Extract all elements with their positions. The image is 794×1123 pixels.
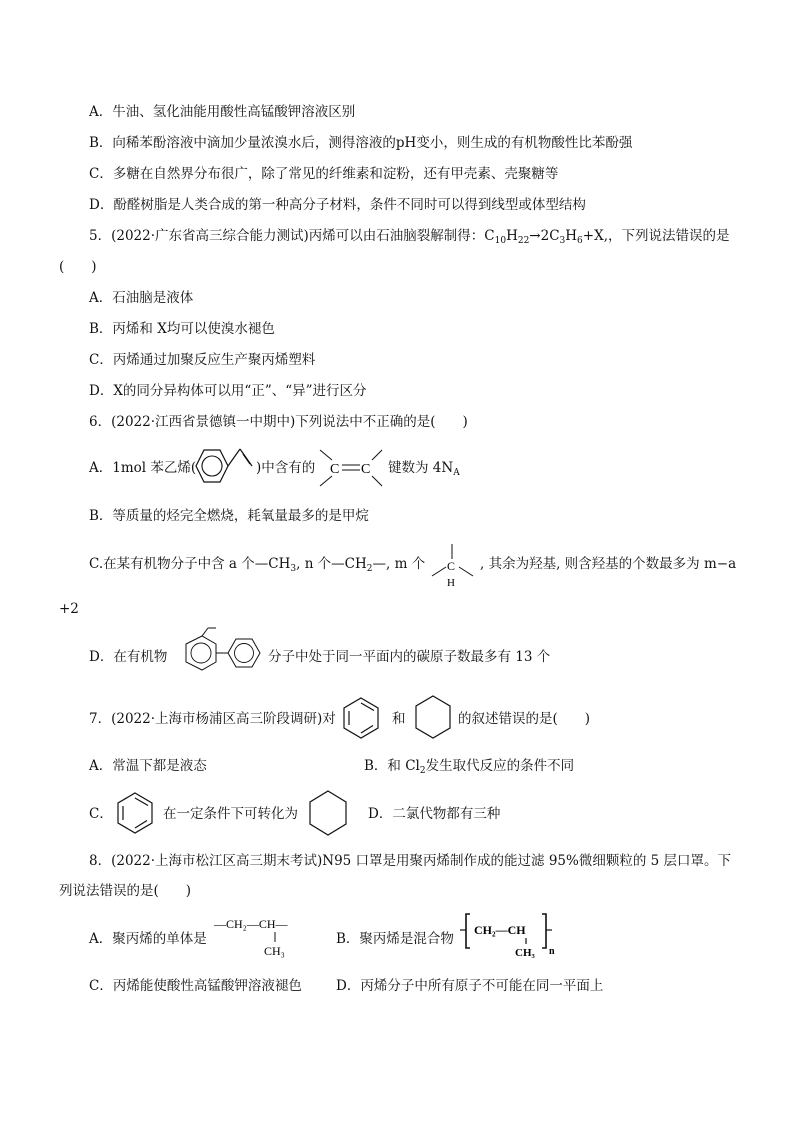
monomer-top: —CH₂—CH— <box>214 917 288 931</box>
q6-option-a-prefix: A．1mol 苯乙烯( <box>89 460 197 476</box>
q7-option-a: A．常温下都是液态 <box>89 758 207 774</box>
q6-option-c-prefix <box>89 555 425 578</box>
q8-option-d: D．丙烯分子中所有原子不可能在同一平面上 <box>336 978 604 994</box>
q7-stem-suffix: 的叙述错误的是( ) <box>458 711 591 727</box>
q7-option-c-mid: 在一定条件下可转化为 <box>163 806 298 822</box>
cc-c2: C <box>361 462 371 477</box>
methylbiphenyl-structure <box>170 624 270 686</box>
q5-option-b: B．丙烯和 X均可以使溴水褪色 <box>89 321 275 337</box>
q6-option-c-continuation: +2 <box>59 601 79 617</box>
q7-option-c-prefix: C． <box>89 806 113 822</box>
q6-option-a-suffix <box>388 459 460 482</box>
cyclohexane-structure <box>412 693 454 741</box>
q8-stem-line1: 8．(2022·上海市松江区高三期末考试)N95 口罩是用聚丙烯制作成的能过滤 95%微细颗粒的 5 层口罩。下 <box>89 853 732 869</box>
q6-option-d-suffix: 分子中处于同一平面内的碳原子数最多有 13 个 <box>268 649 551 665</box>
q5-sub-4: 6 <box>577 236 583 246</box>
q5-h1: H <box>506 228 518 244</box>
q5-option-d: D．X的同分异构体可以用“正”、“异”进行区分 <box>89 383 367 399</box>
q5-sub-1: 10 <box>494 236 507 246</box>
q7-stem-mid: 和 <box>392 711 406 727</box>
methine-h: H <box>447 577 455 588</box>
cyclohexane-structure-c <box>306 788 350 838</box>
q5-answer-paren: ( ) <box>59 259 97 275</box>
styrene-structure <box>186 444 260 488</box>
monomer-bottom: CH₃ <box>264 944 285 958</box>
q4-option-d: D．酚醛树脂是人类合成的第一种高分子材料，条件不同时可以得到线型或体型结构 <box>89 197 586 213</box>
q5-stem <box>89 227 730 250</box>
polymer-top: CH₂—CH <box>474 923 526 937</box>
ch-methine-structure <box>428 542 478 588</box>
q5-sub-3: 3 <box>559 236 566 246</box>
q6-c-sub1: 3 <box>290 564 297 574</box>
q6-option-a-post: 键数为 4N <box>388 460 454 476</box>
polymer-bottom: CH₃ <box>515 947 535 959</box>
q7-b-post: 发生取代反应的条件不同 <box>425 758 575 774</box>
q8-option-a: A．聚丙烯的单体是 <box>89 931 207 947</box>
q6-c-mid2: —, m 个 <box>372 556 426 572</box>
methine-c: C <box>447 559 456 573</box>
q7-stem-prefix: 7．(2022·上海市杨浦区高三阶段调研)对 <box>89 711 336 727</box>
q6-option-c-suffix: , 其余为羟基, 则含羟基的个数最多为 m−a <box>480 556 737 572</box>
q6-c-mid1: , n 个—CH <box>296 556 367 572</box>
cc-double-bond-structure <box>316 446 386 490</box>
benzene-structure <box>340 695 382 741</box>
q5-sub-2: 22 <box>517 236 530 246</box>
q7-option-b <box>364 757 574 780</box>
q8-option-c: C．丙烯能使酸性高锰酸钾溶液褪色 <box>89 978 302 994</box>
q6-option-a-mid: )中含有的 <box>256 460 316 476</box>
q5-h2: H <box>565 228 578 244</box>
q7-b-pre: B．和 Cl <box>364 758 420 774</box>
benzene-structure-c <box>114 790 156 836</box>
q6-c-sub2: 2 <box>366 564 373 574</box>
q7-b-sub: 2 <box>419 766 426 776</box>
q5-arrow: →2C <box>529 228 560 244</box>
propylene-monomer-formula <box>212 912 312 960</box>
q6-option-b: B．等质量的烃完全燃烧，耗氧量最多的是甲烷 <box>89 508 369 524</box>
polymer-n: n <box>549 946 555 957</box>
cc-c1: C <box>330 462 340 477</box>
q5-stem-end: +X,，下列说法错误的是 <box>582 228 730 244</box>
q4-option-b: B．向稀苯酚溶液中滴加少量浓溴水后，测得溶液的pH变小，则生成的有机物酸性比苯酚强 <box>89 135 633 151</box>
q5-option-a: A．石油脑是液体 <box>89 290 194 306</box>
q6-stem: 6．(2022·江西省景德镇一中期中)下列说法中不正确的是( ) <box>89 414 468 430</box>
q5-stem-start: 5．(2022·广东省高三综合能力测试)丙烯可以由石油脑裂解制得：C <box>89 228 495 244</box>
q7-option-d: D．二氯代物都有三种 <box>368 806 501 822</box>
q4-option-c: C．多糖在自然界分布很广，除了常见的纤维素和淀粉，还有甲壳素、壳聚糖等 <box>89 166 559 182</box>
q8-option-b: B．聚丙烯是混合物 <box>336 931 454 947</box>
q6-option-a-sub: A <box>453 468 460 478</box>
q6-option-d-prefix: D．在有机物 <box>89 649 168 665</box>
q6-c-pre: C.在某有机物分子中含 a 个—CH <box>89 556 291 572</box>
q5-option-c: C．丙烯通过加聚反应生产聚丙烯塑料 <box>89 352 316 368</box>
q4-option-a: A．牛油、氢化油能用酸性高锰酸钾溶液区别 <box>89 104 356 120</box>
q8-stem-line2: 列说法错误的是( ) <box>59 883 192 899</box>
polypropylene-formula <box>460 910 570 960</box>
